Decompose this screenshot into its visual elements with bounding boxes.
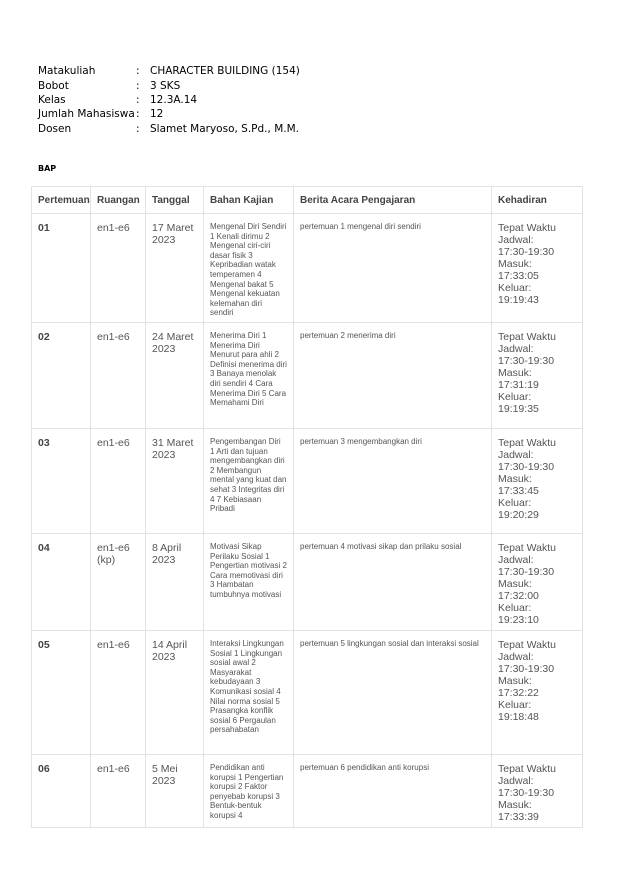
info-row-kelas [38, 93, 300, 107]
attendance-schedule-label: Jadwal: [498, 448, 534, 461]
table-row [32, 754, 583, 827]
attendance-out-label: Keluar: [498, 698, 532, 711]
cell-ruangan: en1-e6 [91, 322, 146, 428]
attendance-out: 19:20:29 [498, 508, 539, 521]
attendance-in: 17:33:39 [498, 810, 539, 823]
info-row-matakuliah [38, 64, 300, 78]
attendance-out-label: Keluar: [498, 496, 532, 509]
cell-ruangan: en1-e6 (kp) [91, 533, 146, 630]
cell-pertemuan: 03 [32, 428, 91, 533]
header-kehadiran: Kehadiran [492, 187, 583, 214]
table-row [32, 322, 583, 428]
info-row-bobot [38, 78, 300, 92]
attendance-in: 17:32:22 [498, 686, 539, 699]
cell-kehadiran [492, 214, 583, 323]
attendance-status: Tepat Waktu [498, 436, 556, 449]
cell-bahan-kajian: Pengembangan Diri 1 Arti dan tujuan mengembangkan diri 2 Membangun mental yang kuat dan sehat 3 Integritas diri 4 7 Kebiasaan Pribadi [204, 428, 294, 533]
attendance-status: Tepat Waktu [498, 330, 556, 343]
attendance-schedule-label: Jadwal: [498, 553, 534, 566]
cell-tanggal: 5 Mei 2023 [146, 754, 204, 827]
cell-pertemuan: 02 [32, 322, 91, 428]
attendance-status: Tepat Waktu [498, 541, 556, 554]
header-pertemuan: Pertemuan [32, 187, 91, 214]
attendance-in-label: Masuk: [498, 674, 532, 687]
cell-kehadiran [492, 754, 583, 827]
info-label: Kelas [38, 93, 66, 106]
info-row-dosen [38, 122, 300, 136]
header-bahan-kajian: Bahan Kajian [204, 187, 294, 214]
attendance-schedule: 17:30-19:30 [498, 246, 555, 258]
header-ruangan: Ruangan [91, 187, 146, 214]
attendance-in: 17:33:45 [498, 484, 539, 497]
attendance-schedule: 17:30-19:30 [498, 354, 555, 367]
info-value: Slamet Maryoso, S.Pd., M.M. [150, 122, 299, 135]
attendance-status: Tepat Waktu [498, 762, 556, 775]
cell-pertemuan: 04 [32, 533, 91, 630]
cell-ruangan: en1-e6 [91, 214, 146, 323]
attendance-in: 17:33:05 [498, 270, 539, 282]
cell-tanggal: 17 Maret 2023 [146, 214, 204, 323]
table-row [32, 428, 583, 533]
cell-kehadiran [492, 428, 583, 533]
attendance-schedule-label: Jadwal: [498, 650, 534, 663]
info-value: 12.3A.14 [150, 93, 198, 106]
cell-ruangan: en1-e6 [91, 630, 146, 754]
cell-bahan-kajian: Motivasi Sikap Perilaku Sosial 1 Pengertian motivasi 2 Cara memotivasi diri 3 Hambatan tumbuhnya motivasi [204, 533, 294, 630]
attendance-out-label: Keluar: [498, 282, 532, 294]
cell-tanggal: 8 April 2023 [146, 533, 204, 630]
cell-tanggal: 14 April 2023 [146, 630, 204, 754]
info-colon: : [136, 122, 140, 135]
attendance-schedule: 17:30-19:30 [498, 662, 555, 675]
info-label: Matakuliah [38, 65, 96, 78]
table-row [32, 630, 583, 754]
bap-table [31, 186, 583, 828]
attendance-in-label: Masuk: [498, 472, 532, 485]
cell-berita-acara: pertemuan 6 pendidikan anti korupsi [294, 754, 492, 827]
cell-pertemuan: 05 [32, 630, 91, 754]
cell-berita-acara: pertemuan 5 lingkungan sosial dan interaksi sosial [294, 630, 492, 754]
cell-tanggal: 24 Maret 2023 [146, 322, 204, 428]
cell-berita-acara: pertemuan 4 motivasi sikap dan prilaku sosial [294, 533, 492, 630]
cell-pertemuan: 01 [32, 214, 91, 323]
section-title: BAP [38, 164, 57, 173]
attendance-out: 19:23:10 [498, 613, 539, 626]
cell-kehadiran [492, 322, 583, 428]
attendance-in-label: Masuk: [498, 366, 532, 379]
cell-pertemuan: 06 [32, 754, 91, 827]
attendance-schedule-label: Jadwal: [498, 774, 534, 787]
attendance-schedule: 17:30-19:30 [498, 786, 555, 799]
info-colon: : [136, 79, 140, 92]
header-tanggal: Tanggal [146, 187, 204, 214]
info-colon: : [136, 108, 140, 121]
cell-tanggal: 31 Maret 2023 [146, 428, 204, 533]
cell-berita-acara: pertemuan 1 mengenal diri sendiri [294, 214, 492, 323]
attendance-in: 17:31:19 [498, 378, 539, 391]
cell-bahan-kajian: Mengenal Diri Sendiri 1 Kenali dirimu 2 Mengenal ciri-ciri dasar fisik 3 Kepribadian watak temperamen 4 Mengenal bakat 5 Mengenal kekuatan kelemahan diri sendiri [204, 214, 294, 323]
table-header-row [32, 187, 583, 214]
header-berita-acara: Berita Acara Pengajaran [294, 187, 492, 214]
cell-ruangan: en1-e6 [91, 428, 146, 533]
attendance-in-label: Masuk: [498, 577, 532, 590]
attendance-schedule-label: Jadwal: [498, 234, 534, 246]
info-label: Dosen [38, 122, 72, 135]
attendance-status: Tepat Waktu [498, 638, 556, 651]
cell-kehadiran [492, 630, 583, 754]
info-value: 3 SKS [150, 79, 181, 92]
table-row [32, 533, 583, 630]
cell-berita-acara: pertemuan 2 menerima diri [294, 322, 492, 428]
info-colon: : [136, 65, 140, 78]
cell-kehadiran [492, 533, 583, 630]
cell-bahan-kajian: Pendidikan anti korupsi 1 Pengertian korupsi 2 Faktor penyebab korupsi 3 Bentuk-bentuk korupsi 4 [204, 754, 294, 827]
cell-ruangan: en1-e6 [91, 754, 146, 827]
attendance-schedule-label: Jadwal: [498, 342, 534, 355]
cell-bahan-kajian: Menerima Diri 1 Menerima Diri Menurut para ahli 2 Definisi menerima diri 3 Banaya menolak diri sendiri 4 Cara Menerima Diri 5 Cara Memahami Diri [204, 322, 294, 428]
attendance-out: 19:18:48 [498, 710, 539, 723]
attendance-out: 19:19:35 [498, 402, 539, 415]
info-value: 12 [150, 108, 164, 121]
info-value: CHARACTER BUILDING (154) [150, 65, 300, 78]
cell-berita-acara: pertemuan 3 mengembangkan diri [294, 428, 492, 533]
attendance-schedule: 17:30-19:30 [498, 460, 555, 473]
table-row [32, 214, 583, 323]
attendance-out: 19:19:43 [498, 294, 539, 306]
attendance-out-label: Keluar: [498, 601, 532, 614]
course-info [38, 64, 300, 136]
attendance-in: 17:32:00 [498, 589, 539, 602]
info-label: Jumlah Mahasiswa [38, 108, 135, 121]
info-row-jumlah-mahasiswa [38, 107, 300, 121]
attendance-status: Tepat Waktu [498, 222, 556, 234]
attendance-in-label: Masuk: [498, 798, 532, 811]
attendance-out-label: Keluar: [498, 390, 532, 403]
info-label: Bobot [38, 79, 69, 92]
info-colon: : [136, 93, 140, 106]
attendance-in-label: Masuk: [498, 258, 532, 270]
cell-bahan-kajian: Interaksi Lingkungan Sosial 1 Lingkungan sosial awal 2 Masyarakat kebudayaan 3 Komunikasi sosial 4 Nilai norma sosial 5 Prasangka konflik sosial 6 Pergaulan persahabatan [204, 630, 294, 754]
attendance-schedule: 17:30-19:30 [498, 565, 555, 578]
